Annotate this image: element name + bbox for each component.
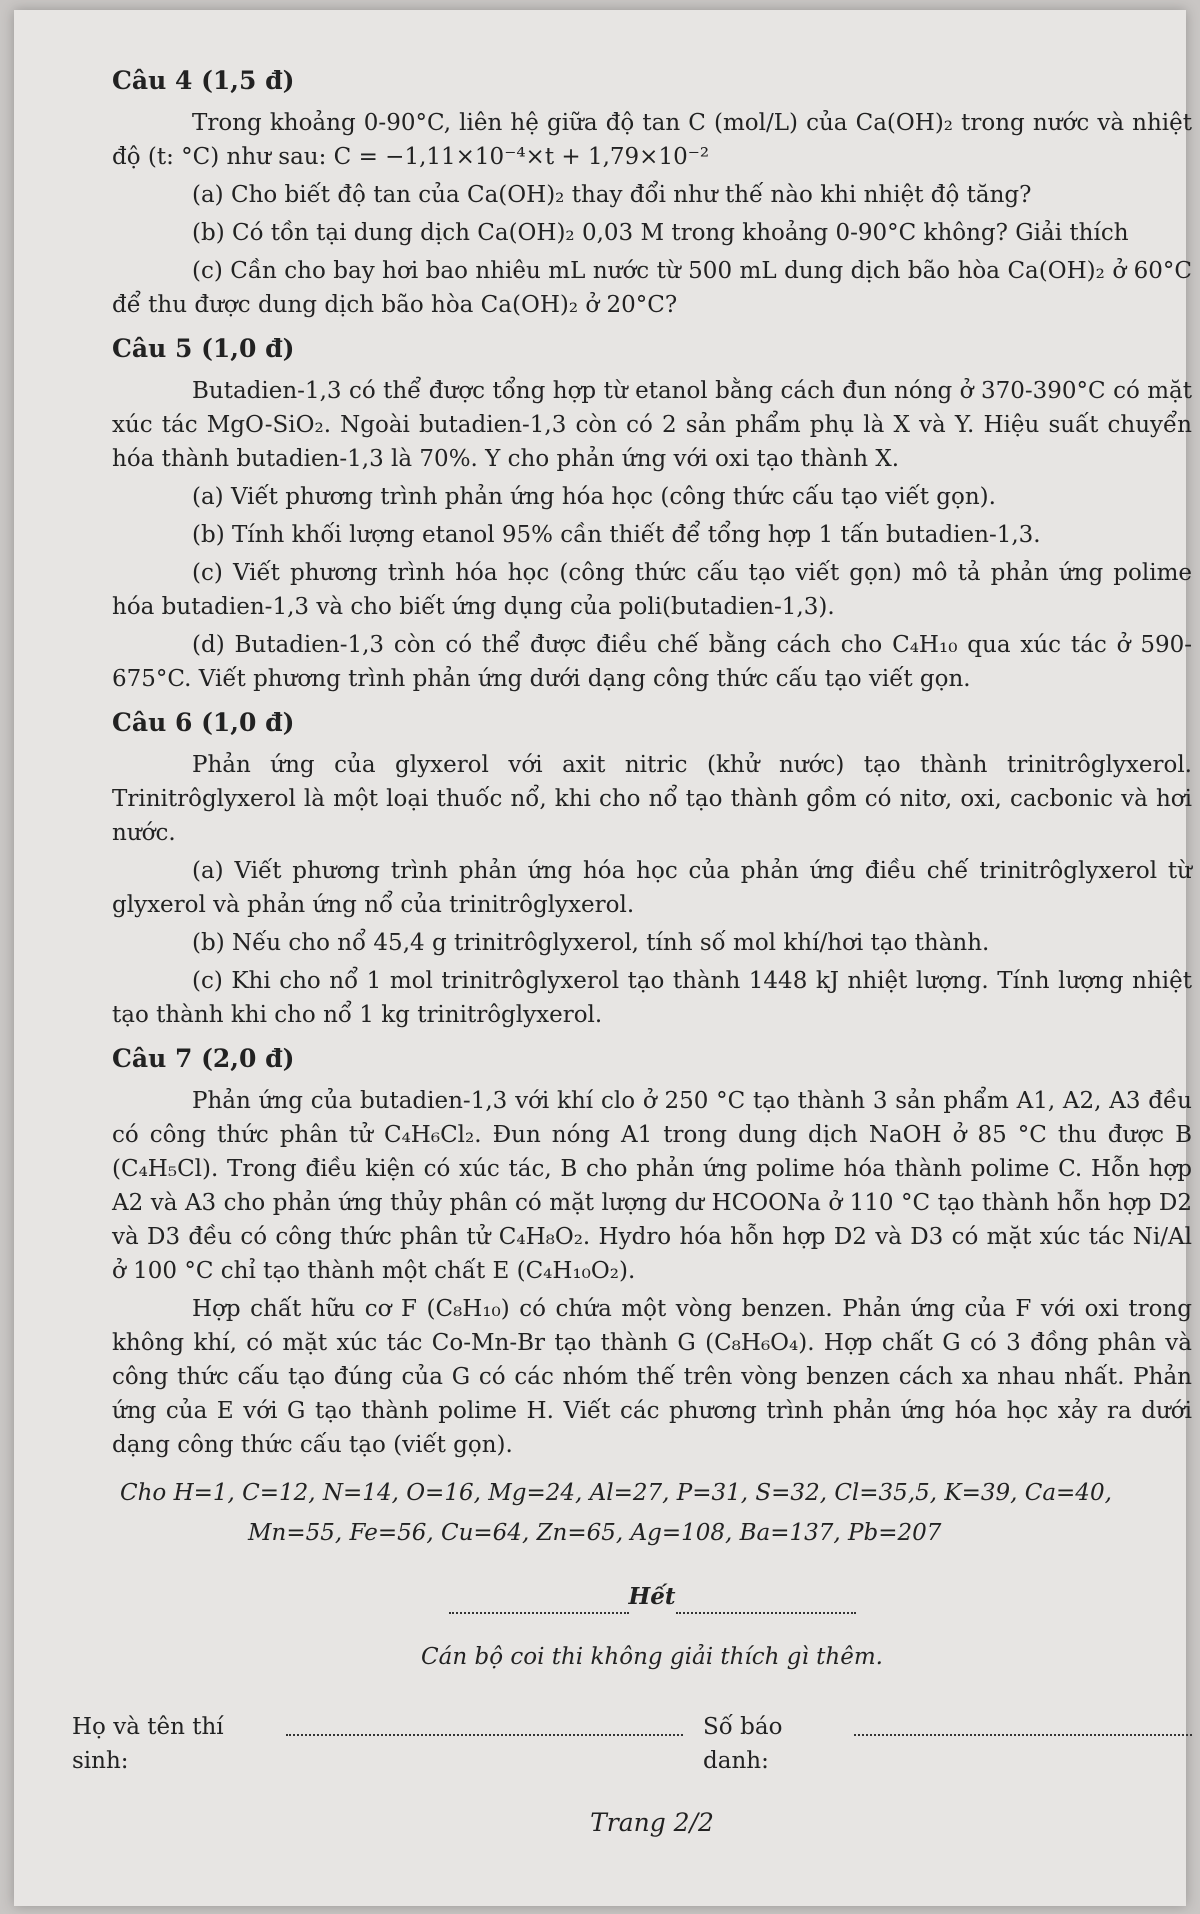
question-5-intro: Butadien-1,3 có thể được tổng hợp từ etanol bằng cách đun nóng ở 370-390°C có mặt xúc tác MgO-SiO₂. Ngoài butadien-1,3 còn có 2 sản phẩm phụ là X và Y. Hiệu suất chuyển hóa thành butadien-1,3 là 70%. Y cho phản ứng với oxi tạo thành X.	[112, 378, 1192, 472]
question-5-part-d: (d) Butadien-1,3 còn có thể được điều chế bằng cách cho C₄H₁₀ qua xúc tác ở 590-675°C. Viết phương trình phản ứng dưới dạng công thức cấu tạo viết gọn.	[112, 632, 1192, 692]
candidate-number-line	[854, 1710, 1192, 1736]
question-6-part-a: (a) Viết phương trình phản ứng hóa học của phản ứng điều chế trinitrôglyxerol từ glyxerol và phản ứng nổ của trinitrôglyxerol.	[112, 858, 1192, 918]
question-4-part-c: (c) Cần cho bay hơi bao nhiêu mL nước từ 500 mL dung dịch bão hòa Ca(OH)₂ ở 60°C để thu được dung dịch bão hòa Ca(OH)₂ ở 20°C?	[112, 258, 1192, 318]
exam-content	[72, 54, 1192, 1840]
question-4-part-b: (b) Có tồn tại dung dịch Ca(OH)₂ 0,03 M trong khoảng 0-90°C không? Giải thích	[192, 220, 1129, 246]
candidate-name-line	[286, 1710, 683, 1736]
atomic-masses-line-1: Cho H=1, C=12, N=14, O=16, Mg=24, Al=27, P=31, S=32, Cl=35,5, K=39, Ca=40,	[120, 1480, 1112, 1506]
question-6-intro: Phản ứng của glyxerol với axit nitric (khử nước) tạo thành trinitrôglyxerol. Trinitrôglyxerol là một loại thuốc nổ, khi cho nổ tạo thành gồm có nitơ, oxi, cacbonic và hơi nước.	[112, 752, 1192, 846]
question-6-part-b: (b) Nếu cho nổ 45,4 g trinitrôglyxerol, tính số mol khí/hơi tạo thành.	[192, 930, 990, 956]
end-label: Hết	[628, 1583, 676, 1610]
page-number: Trang 2/2	[590, 1808, 714, 1837]
question-5-part-a: (a) Viết phương trình phản ứng hóa học (công thức cấu tạo viết gọn).	[192, 484, 996, 510]
exam-page	[14, 10, 1192, 1906]
question-6-part-c: (c) Khi cho nổ 1 mol trinitrôglyxerol tạo thành 1448 kJ nhiệt lượng. Tính lượng nhiệt tạo thành khi cho nổ 1 kg trinitrôglyxerol.	[112, 968, 1192, 1028]
question-5-part-c: (c) Viết phương trình hóa học (công thức cấu tạo viết gọn) mô tả phản ứng polime hóa butadien-1,3 và cho biết ứng dụng của poli(butadien-1,3).	[112, 560, 1192, 620]
question-6-title: Câu 6 (1,0 đ)	[112, 708, 295, 737]
question-4-intro: Trong khoảng 0-90°C, liên hệ giữa độ tan C (mol/L) của Ca(OH)₂ trong nước và nhiệt độ (t: °C) như sau: C = −1,11×10⁻⁴×t + 1,79×10⁻²	[112, 110, 1192, 170]
question-5-part-b: (b) Tính khối lượng etanol 95% cần thiết để tổng hợp 1 tấn butadien-1,3.	[192, 522, 1041, 548]
end-marker	[112, 1580, 1192, 1614]
question-4-title: Câu 4 (1,5 đ)	[112, 66, 295, 95]
question-5-title: Câu 5 (1,0 đ)	[112, 334, 295, 363]
candidate-name-label: Họ và tên thí sinh:	[72, 1714, 224, 1774]
atomic-masses-line-2: Mn=55, Fe=56, Cu=64, Zn=65, Ag=108, Ba=137, Pb=207	[248, 1520, 942, 1546]
question-7-paragraph-2: Hợp chất hữu cơ F (C₈H₁₀) có chứa một vòng benzen. Phản ứng của F với oxi trong không khí, có mặt xúc tác Co-Mn-Br tạo thành G (C₈H₆O₄). Hợp chất G có 3 đồng phân và công thức cấu tạo đúng của G có các nhóm thế trên vòng benzen cách xa nhau nhất. Phản ứng của E với G tạo thành polime H. Viết các phương trình phản ứng hóa học xảy ra dưới dạng công thức cấu tạo (viết gọn).	[112, 1296, 1192, 1458]
question-7-paragraph-1: Phản ứng của butadien-1,3 với khí clo ở 250 °C tạo thành 3 sản phẩm A1, A2, A3 đều có công thức phân tử C₄H₆Cl₂. Đun nóng A1 trong dung dịch NaOH ở 85 °C thu được B (C₄H₅Cl). Trong điều kiện có xúc tác, B cho phản ứng polime hóa thành polime C. Hỗn hợp A2 và A3 cho phản ứng thủy phân có mặt lượng dư HCOONa ở 110 °C tạo thành hỗn hợp D2 và D3 đều có công thức phân tử C₄H₈O₂. Hydro hóa hỗn hợp D2 và D3 có mặt xúc tác Ni/Al ở 100 °C chỉ tạo thành một chất E (C₄H₁₀O₂).	[112, 1088, 1192, 1284]
question-7-title: Câu 7 (2,0 đ)	[112, 1044, 295, 1073]
atomic-masses	[112, 1476, 1192, 1550]
candidate-number-label: Số báo danh:	[703, 1714, 783, 1774]
candidate-info-row	[72, 1710, 1192, 1778]
end-dots-left	[449, 1588, 629, 1614]
end-dots-right	[676, 1588, 856, 1614]
question-4-part-a: (a) Cho biết độ tan của Ca(OH)₂ thay đổi như thế nào khi nhiệt độ tăng?	[192, 182, 1032, 208]
proctor-note: Cán bộ coi thi không giải thích gì thêm.	[421, 1644, 883, 1670]
